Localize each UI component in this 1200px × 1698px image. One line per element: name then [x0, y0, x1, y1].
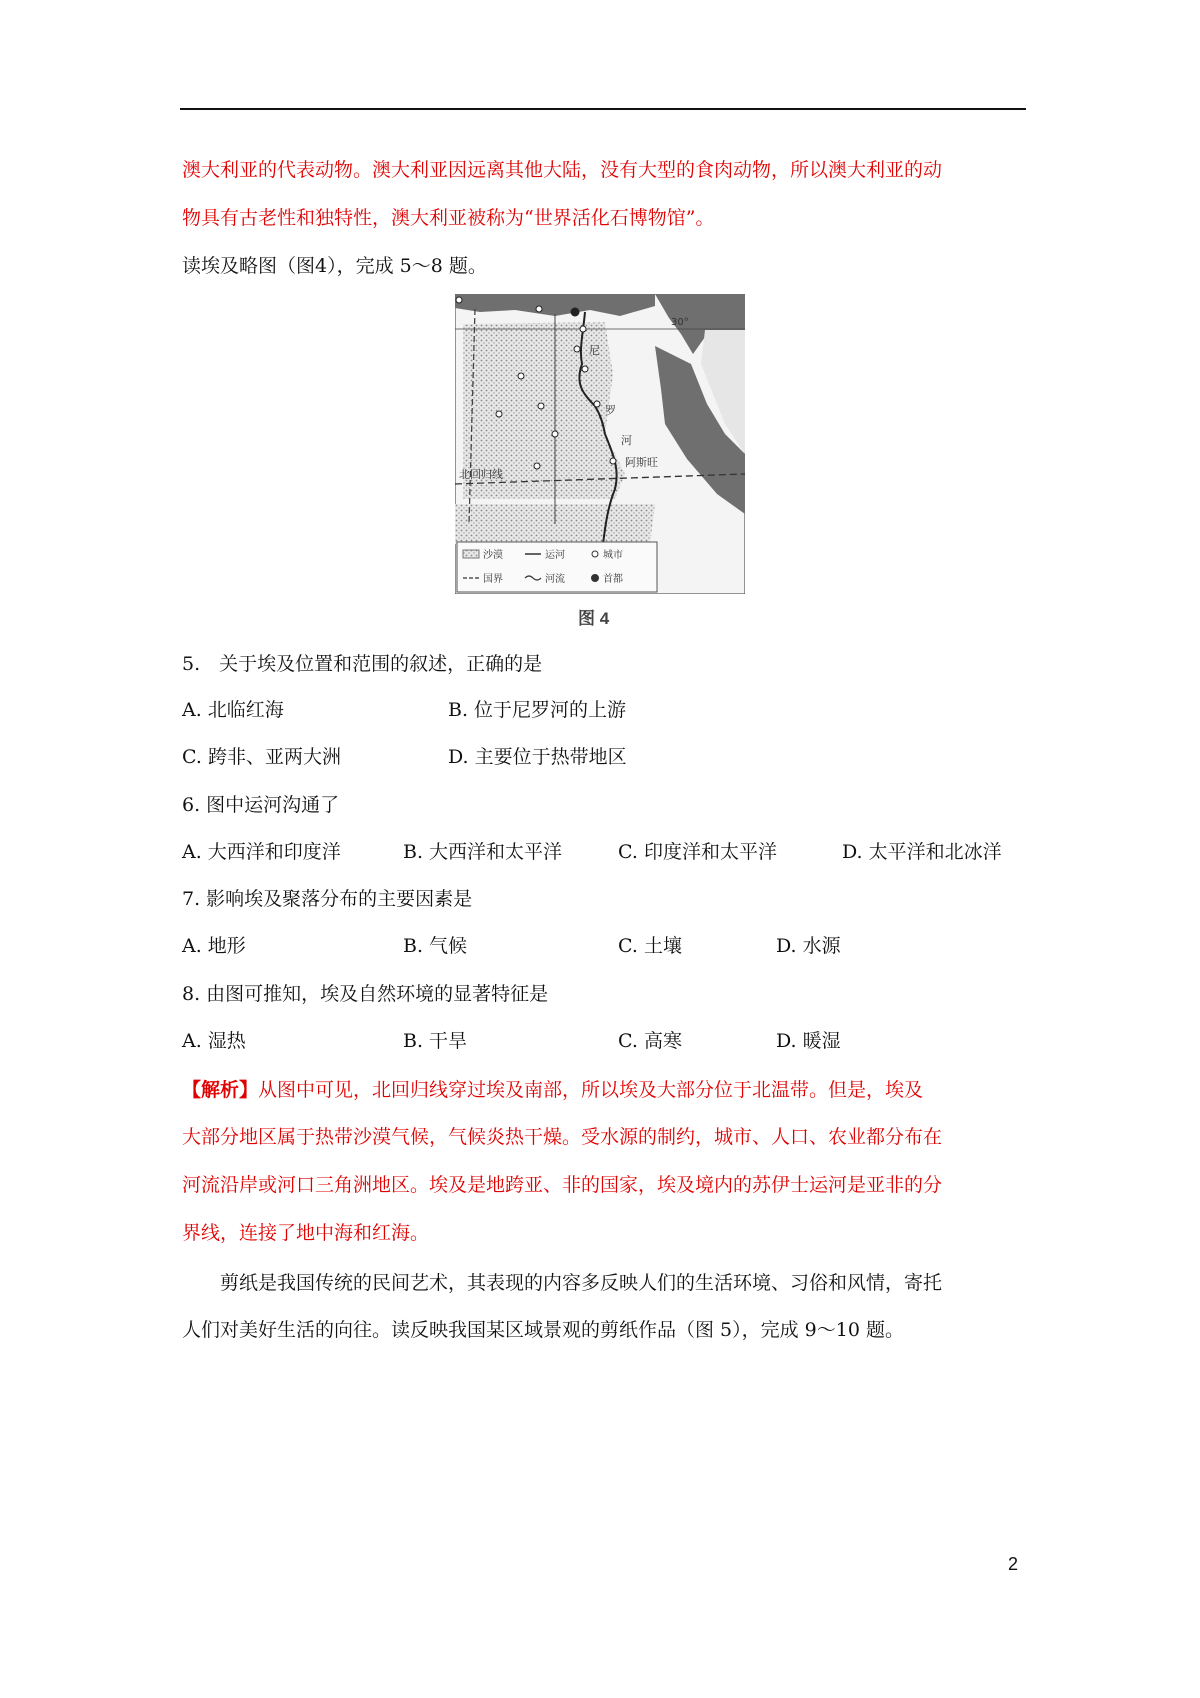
legend-label: 首都: [603, 574, 623, 585]
egypt-map: [455, 294, 745, 594]
city-marker: [456, 297, 462, 303]
city-marker: [534, 463, 540, 469]
tropic-label: 北回归线: [459, 468, 503, 481]
question-stem: 5. 关于埃及位置和范围的叙述，正确的是: [182, 653, 543, 675]
question-intro: 读埃及略图（图4），完成 5～8 题。: [182, 255, 487, 277]
capital-marker: [571, 308, 579, 316]
option-a: A. 地形: [182, 935, 246, 957]
analysis-text: 从图中可见，北回归线穿过埃及南部，所以埃及大部分位于北温带。但是，埃及: [258, 1079, 924, 1101]
option-b: B. 干旱: [403, 1030, 468, 1052]
city-marker: [496, 411, 502, 417]
option-d: D. 主要位于热带地区: [448, 746, 627, 768]
city-marker: [610, 458, 616, 464]
question-stem: 6. 图中运河沟通了: [182, 794, 340, 816]
option-c: C. 土壤: [618, 935, 682, 957]
option-b: B. 气候: [403, 935, 468, 957]
legend-label: 河流: [545, 574, 565, 585]
header-rule: [180, 108, 1026, 110]
paragraph-line: 物具有古老性和独特性，澳大利亚被称为“世界活化石博物馆”。: [182, 207, 715, 229]
legend-label: 城市: [603, 550, 623, 561]
city-marker: [594, 401, 600, 407]
city-marker: [582, 366, 588, 372]
question-stem: 7. 影响埃及聚落分布的主要因素是: [182, 888, 473, 910]
city-marker: [580, 326, 586, 332]
legend-desert-swatch: [463, 550, 479, 558]
option-d: D. 水源: [776, 935, 841, 957]
option-d: D. 暖湿: [776, 1030, 841, 1052]
paragraph-line: 人们对美好生活的向往。读反映我国某区域景观的剪纸作品（图 5），完成 9～10 题。: [182, 1319, 904, 1341]
legend-label: 运河: [545, 550, 565, 561]
city-marker: [538, 403, 544, 409]
option-d: D. 太平洋和北冰洋: [842, 841, 1002, 863]
option-a: A. 北临红海: [182, 699, 284, 721]
legend-label: 沙漠: [483, 550, 503, 561]
aswan-label: 阿斯旺: [625, 456, 658, 469]
river-label: 罗: [605, 404, 616, 417]
question-stem: 8. 由图可推知，埃及自然环境的显著特征是: [182, 983, 549, 1005]
city-marker: [536, 306, 542, 312]
option-b: B. 大西洋和太平洋: [403, 841, 563, 863]
lat-label: 30°: [671, 317, 689, 328]
legend-capital-swatch: [592, 575, 599, 582]
option-b: B. 位于尼罗河的上游: [448, 699, 627, 721]
paragraph-line: 澳大利亚的代表动物。澳大利亚因远离其他大陆，没有大型的食肉动物，所以澳大利亚的动: [182, 159, 943, 181]
city-marker: [552, 431, 558, 437]
analysis-line: [182, 1078, 923, 1102]
option-c: C. 高寒: [618, 1030, 682, 1052]
river-label: 河: [621, 434, 632, 447]
option-a: A. 湿热: [182, 1030, 246, 1052]
option-a: A. 大西洋和印度洋: [182, 841, 341, 863]
egypt-map-figure: [455, 294, 745, 594]
city-marker: [518, 373, 524, 379]
river-label: 尼: [589, 344, 600, 357]
analysis-line: 河流沿岸或河口三角洲地区。埃及是地跨亚、非的国家，埃及境内的苏伊士运河是亚非的分: [182, 1174, 943, 1196]
analysis-line: 界线，连接了地中海和红海。: [182, 1222, 430, 1244]
option-c: C. 印度洋和太平洋: [618, 841, 777, 863]
analysis-tag: 【解析】: [182, 1079, 259, 1101]
option-c: C. 跨非、亚两大洲: [182, 746, 341, 768]
legend-city-swatch: [592, 551, 598, 557]
city-marker: [574, 346, 580, 352]
figure-caption: 图 4: [578, 609, 610, 628]
paragraph-line: 剪纸是我国传统的民间艺术，其表现的内容多反映人们的生活环境、习俗和风情，寄托: [220, 1272, 943, 1294]
page-number: 2: [1008, 1554, 1019, 1574]
analysis-line: 大部分地区属于热带沙漠气候，气候炎热干燥。受水源的制约，城市、人口、农业都分布在: [182, 1126, 943, 1148]
legend-label: 国界: [483, 574, 503, 585]
